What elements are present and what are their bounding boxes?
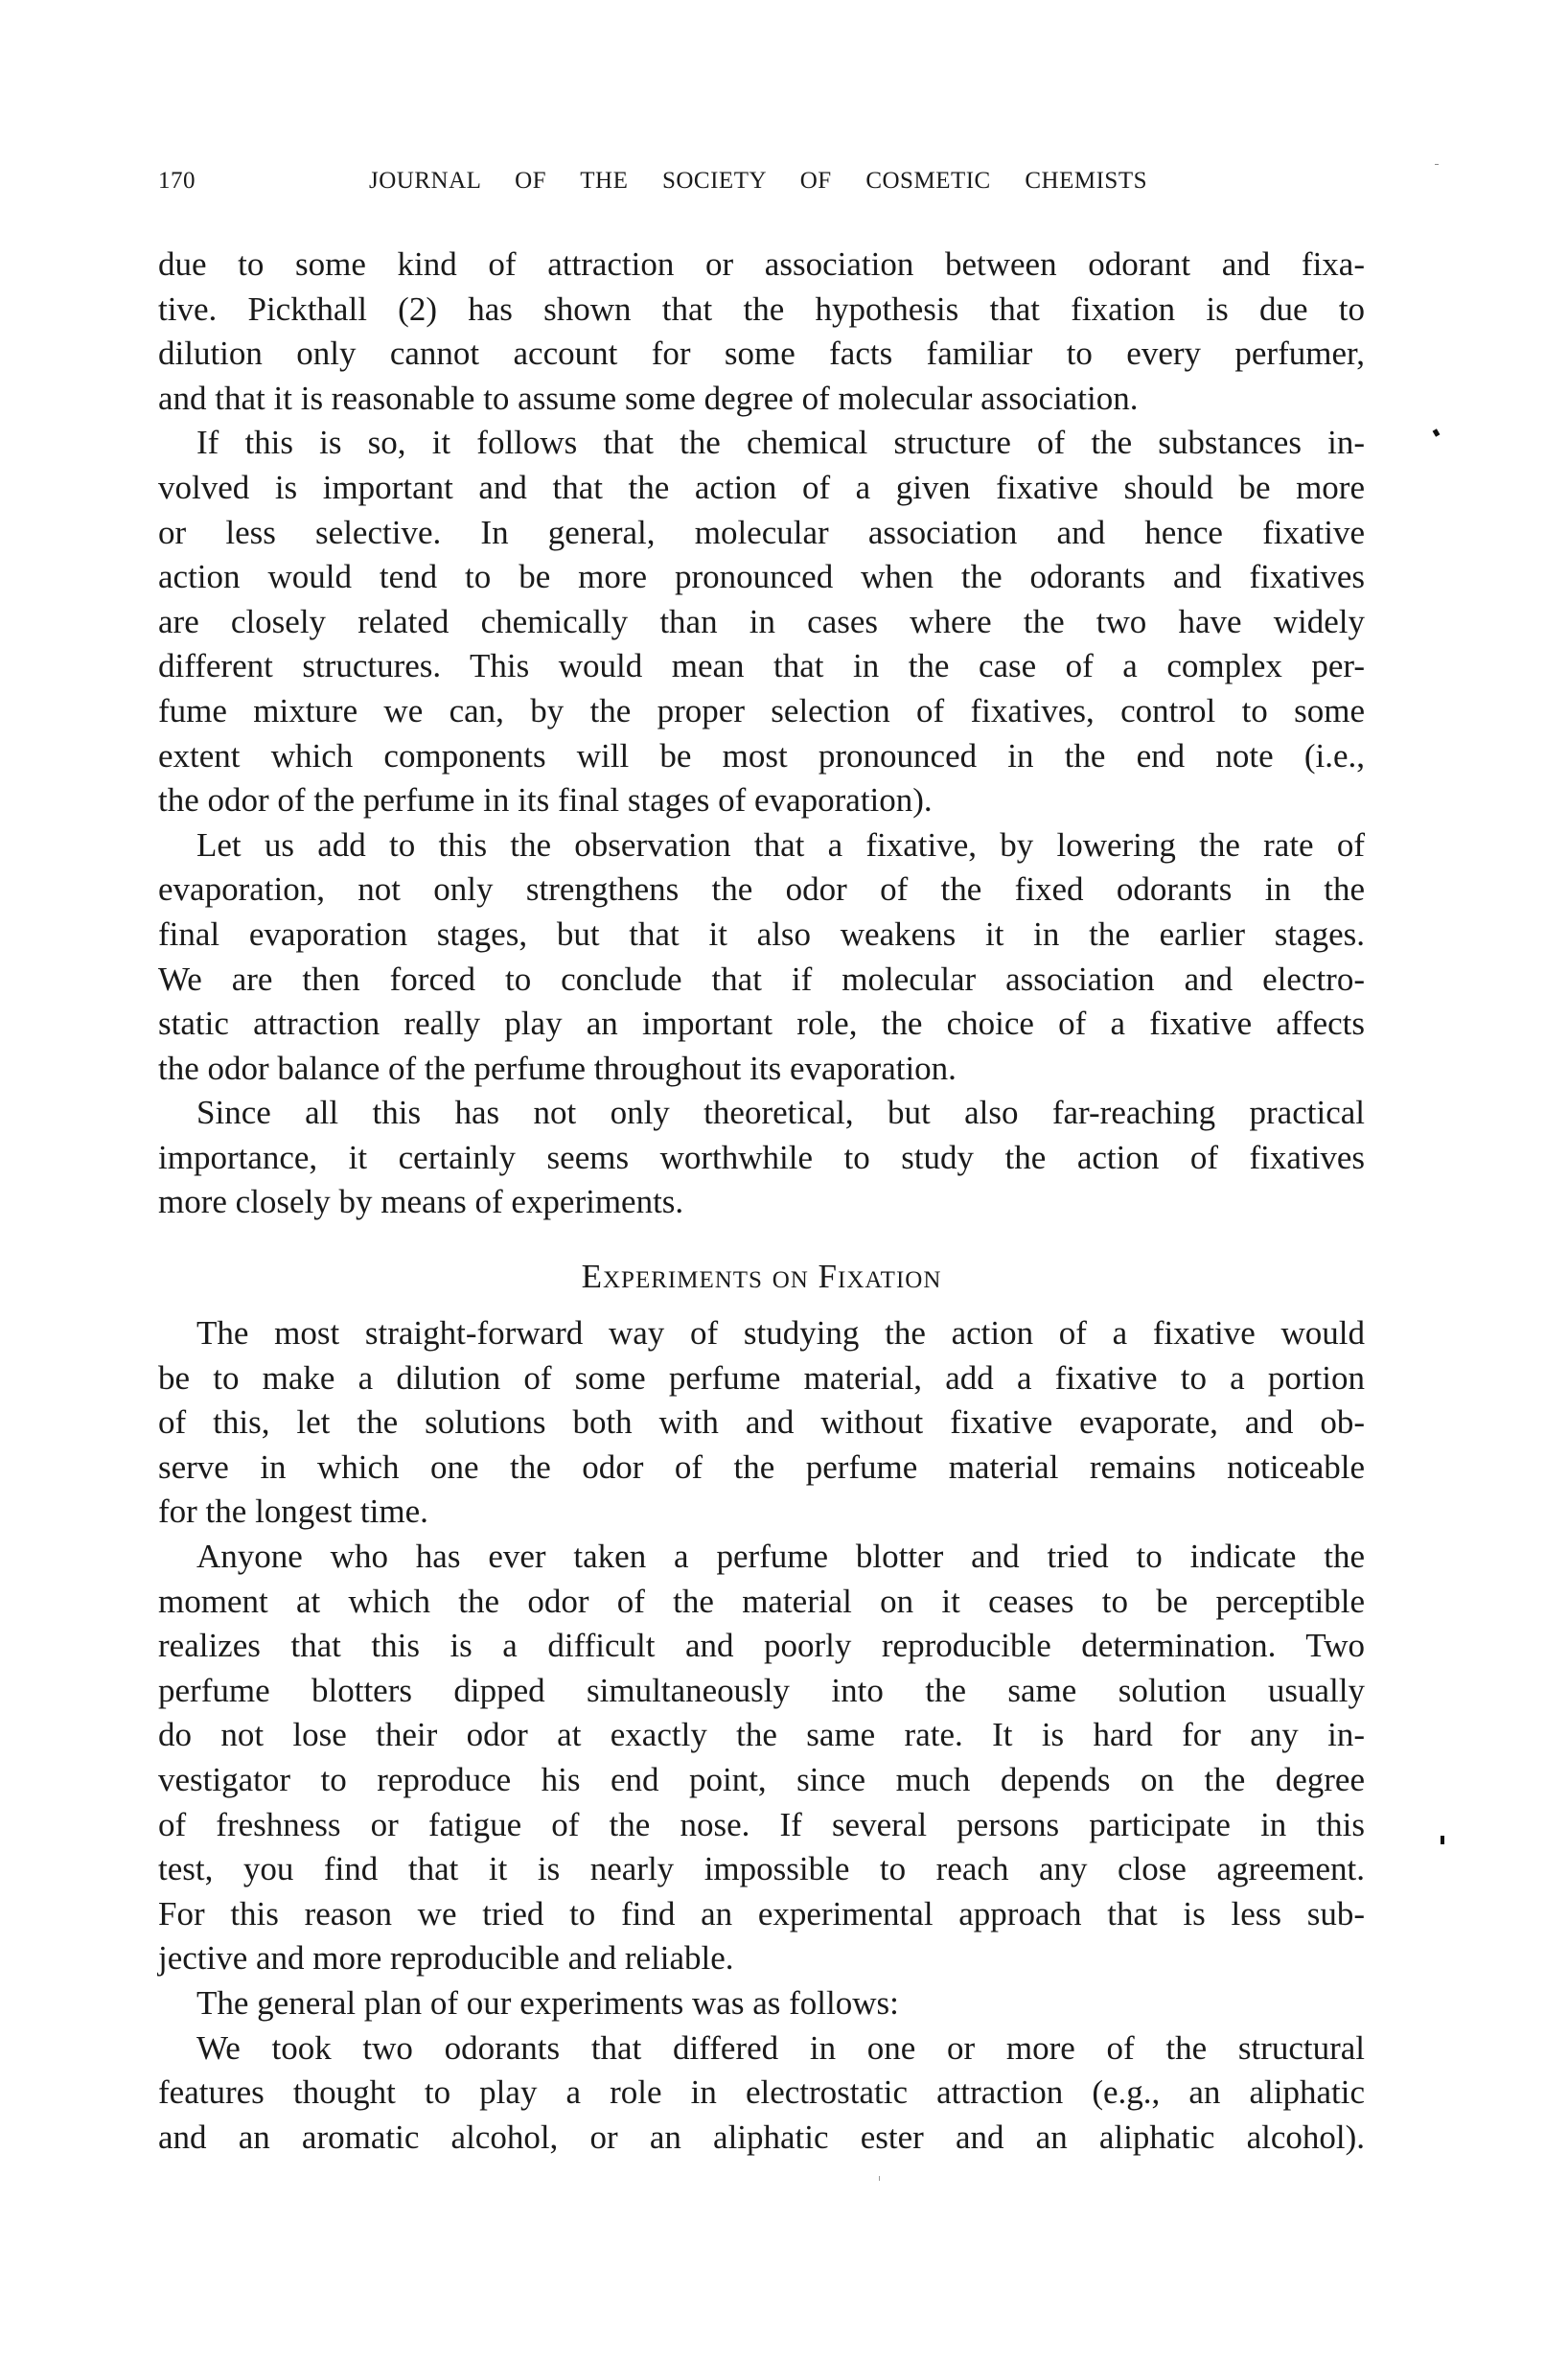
text-line: volved is important and that the action of a given fixative should be more — [158, 468, 1365, 506]
text-line: realizes that this is a difficult and poorly reproducible determination. Two — [158, 1627, 1365, 1665]
text-line: We took two odorants that differed in one or more of the structural — [196, 2028, 1365, 2067]
text-line: dilution only cannot account for some facts familiar to every perfumer, — [158, 335, 1365, 373]
paragraph — [158, 421, 1365, 822]
paragraph — [158, 1091, 1365, 1225]
text-line: action would tend to be more pronounced when the odorants and fixatives — [158, 558, 1365, 596]
page-number: 170 — [158, 168, 196, 194]
text-line: and an aromatic alcohol, or an aliphatic ester and an aliphatic alcohol). — [158, 2118, 1365, 2156]
paragraph — [158, 1981, 1365, 2026]
text-line: tive. Pickthall (2) has shown that the hypothesis that fixation is due to — [158, 289, 1365, 328]
paragraph — [158, 2026, 1365, 2161]
text-line: and that it is reasonable to assume some degree of molecular association. — [158, 379, 1139, 417]
running-head — [158, 167, 1366, 196]
text-line: vestigator to reproduce his end point, since much depends on the degree — [158, 1761, 1365, 1798]
text-line: due to some kind of attraction or association between odorant and fixa- — [158, 245, 1365, 283]
text-line: static attraction really play an important role, the choice of a fixative affects — [158, 1005, 1365, 1043]
text-line: jective and more reproducible and reliable. — [158, 1939, 734, 1978]
text-line: extent which components will be most pronounced in the end note (i.e., — [158, 736, 1365, 775]
text-line: are closely related chemically than in cases where the two have widely — [158, 602, 1365, 640]
margin-mark — [1441, 1836, 1444, 1844]
text-line: do not lose their odor at exactly the same rate. It is hard for any in- — [158, 1716, 1365, 1754]
text-line: For this reason we tried to find an experimental approach that is less sub- — [158, 1894, 1365, 1933]
text-line: features thought to play a role in electrostatic attraction (e.g., an aliphatic — [158, 2073, 1365, 2112]
text-line: test, you find that it is nearly impossible to reach any close agreement. — [158, 1850, 1365, 1888]
text-line: for the longest time. — [158, 1493, 428, 1531]
text-line: the odor of the perfume in its final stages of evaporation). — [158, 781, 933, 820]
text-line: Anyone who has ever taken a perfume blotter and tried to indicate the — [196, 1538, 1365, 1576]
text-line: If this is so, it follows that the chemical structure of the substances in- — [196, 424, 1365, 462]
paragraph — [158, 823, 1365, 1092]
margin-mark — [1433, 428, 1441, 437]
text-line: evaporation, not only strengthens the odor of the fixed odorants in the — [158, 870, 1365, 909]
text-line: We are then forced to conclude that if molecular association and electro- — [158, 960, 1365, 998]
text-line: Since all this has not only theoretical, but also far-reaching practical — [196, 1094, 1365, 1132]
text-line: or less selective. In general, molecular association and hence fixative — [158, 513, 1365, 551]
text-line: importance, it certainly seems worthwhile to study the action of fixatives — [158, 1138, 1365, 1176]
text-line: of freshness or fatigue of the nose. If several persons participate in this — [158, 1805, 1365, 1843]
text-line: the odor balance of the perfume throughout its evaporation. — [158, 1049, 957, 1087]
text-line: moment at which the odor of the material on it ceases to be perceptible — [158, 1582, 1365, 1620]
scan-speck — [879, 2176, 880, 2181]
scan-speck — [1435, 164, 1439, 165]
text-line: perfume blotters dipped simultaneously into the same solution usually — [158, 1671, 1365, 1709]
article-body — [158, 243, 1365, 2160]
text-line: be to make a dilution of some perfume material, add a fixative to a portion — [158, 1358, 1365, 1397]
paragraph — [158, 1535, 1365, 1981]
text-line: The general plan of our experiments was as follows: — [196, 1983, 899, 2022]
text-line: fume mixture we can, by the proper selection of fixatives, control to some — [158, 691, 1365, 729]
paragraph — [158, 1311, 1365, 1535]
text-line: Let us add to this the observation that a fixative, by lowering the rate of — [196, 825, 1365, 864]
text-line: different structures. This would mean that in the case of a complex per- — [158, 647, 1365, 685]
text-line: serve in which one the odor of the perfume material remains noticeable — [158, 1447, 1365, 1486]
journal-title: JOURNAL OF THE SOCIETY OF COSMETIC CHEMISTS — [369, 168, 1147, 194]
paragraph-continued — [158, 243, 1365, 421]
text-line: final evaporation stages, but that it also weakens it in the earlier stages. — [158, 914, 1365, 953]
text-line: The most straight-forward way of studying the action of a fixative would — [196, 1314, 1365, 1353]
text-line: of this, let the solutions both with and without fixative evaporate, and ob- — [158, 1403, 1365, 1442]
section-heading: Experiments on Fixation — [581, 1258, 942, 1296]
text-line: more closely by means of experiments. — [158, 1183, 684, 1221]
